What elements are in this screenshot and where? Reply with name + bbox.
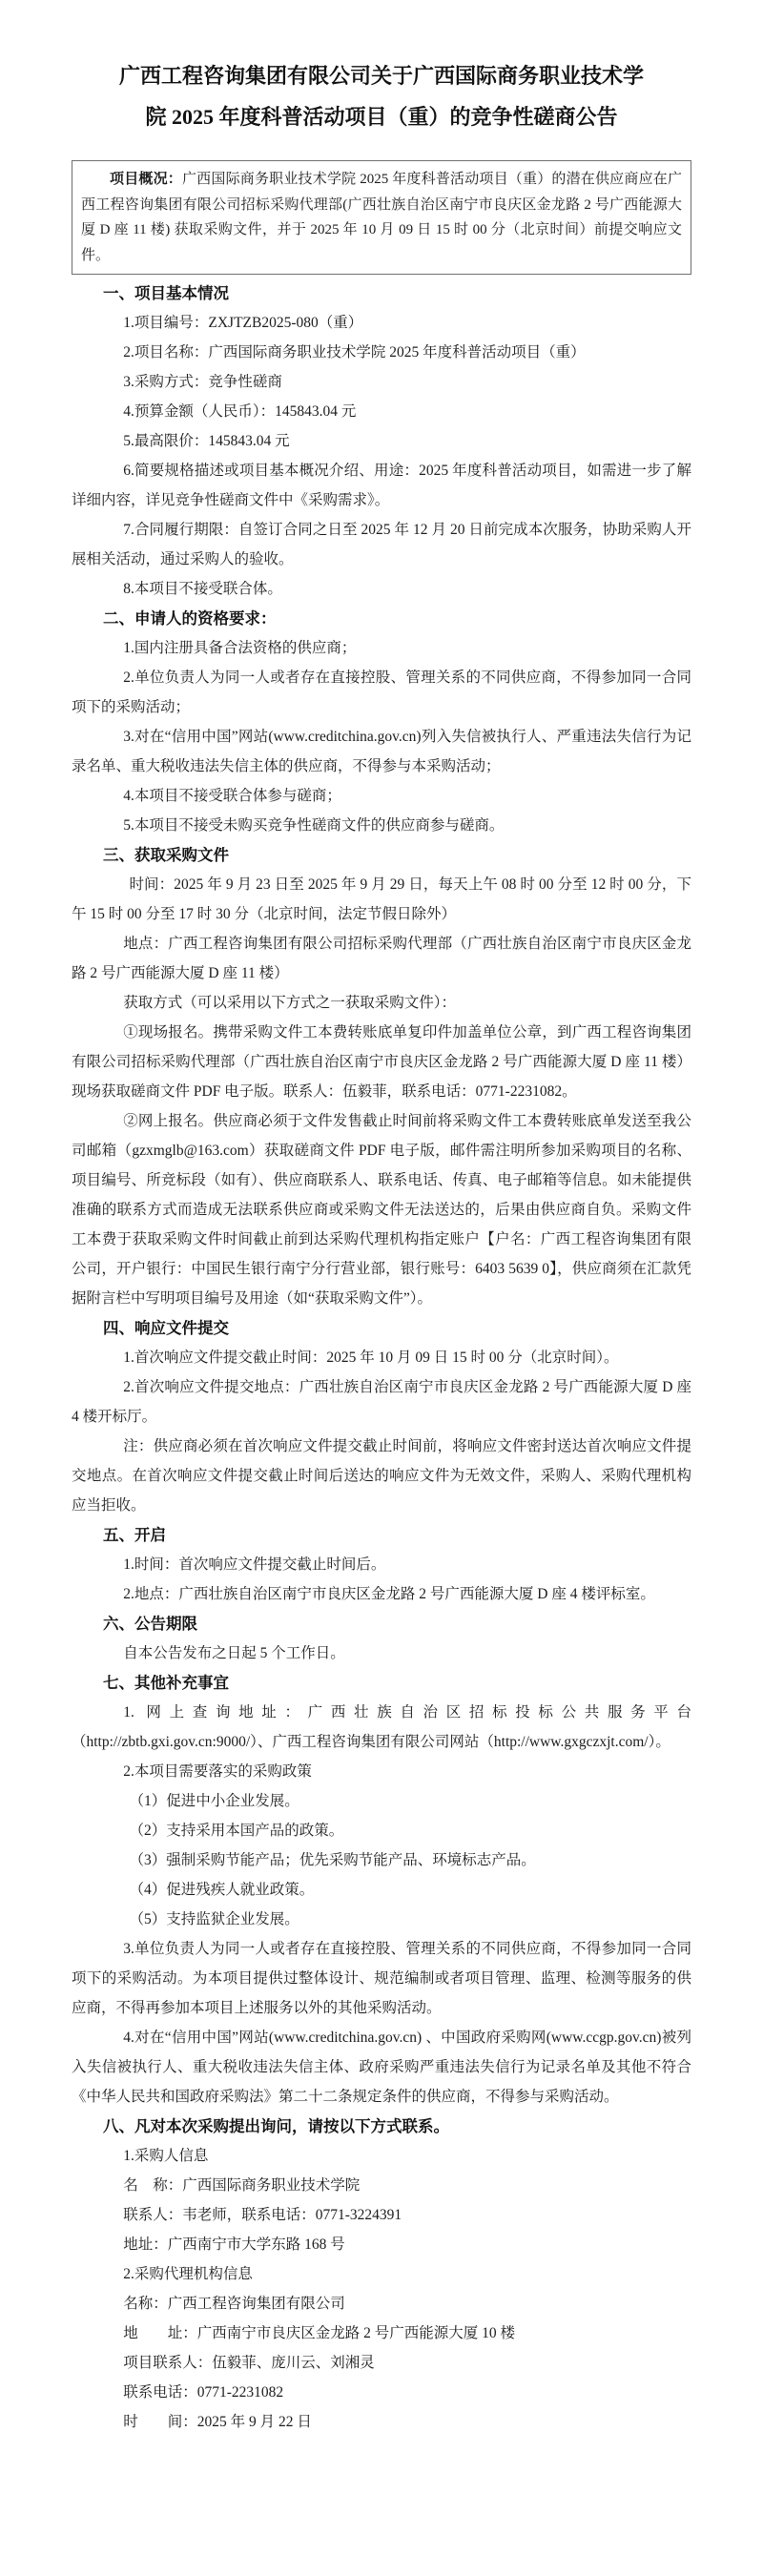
paragraph: （4）促进残疾人就业政策。 [129,1882,315,1898]
paragraph: 4.对在“信用中国”网站(www.creditchina.gov.cn) 、中国政府采购网(www.ccgp.gov.cn)被列入失信被执行人、重大税收违法失信主体、政府采购严重违法失信行为记录名单及其他不符合《中华人民共和国政府采购法》第二十二条规定条件的供应商，不得参与采购活动。 [72,2030,691,2105]
document-title-line-2: 院 2025 年度科普活动项目（重）的竞争性磋商公告 [145,105,618,129]
agency-phone: 联系电话：0771-2231082 [123,2384,284,2401]
section-heading: 一、项目基本情况 [103,284,229,302]
paragraph: 2.项目名称：广西国际商务职业技术学院 2025 年度科普活动项目（重） [123,344,586,361]
paragraph: （1）促进中小企业发展。 [129,1793,299,1809]
section-opening [72,1520,691,1609]
document-title-line-1: 广西工程咨询集团有限公司关于广西国际商务职业技术学 [118,64,644,88]
purchaser-contact: 联系人：韦老师，联系电话：0771-3224391 [123,2207,402,2223]
paragraph: 1. 网上查询地址：广西壮族自治区招标投标公共服务平台（http://zbtb.gxi.gov.cn:9000/）、广西工程咨询集团有限公司网站（http://www.gxgczxjt.com/）。 [72,1704,691,1750]
paragraph: 7.合同履行期限：自签订合同之日至 2025 年 12 月 20 日前完成本次服务，协助采购人开展相关活动，通过采购人的验收。 [72,522,691,567]
section-announcement-period [72,1609,691,1668]
section-contact-info [72,2112,691,2437]
section-obtain-documents [72,840,691,1313]
section-response-submission [72,1313,691,1520]
paragraph: 2.地点：广西壮族自治区南宁市良庆区金龙路 2 号广西能源大厦 D 座 4 楼评标室。 [123,1586,655,1602]
paragraph: ①现场报名。携带采购文件工本费转账底单复印件加盖单位公章，到广西工程咨询集团有限公司招标采购代理部（广西壮族自治区南宁市良庆区金龙路 2 号广西能源大厦 D 座 11 楼）现场获取磋商文件 PDF 电子版。联系人：伍毅菲，联系电话：0771-2231082。 [72,1024,691,1100]
document-body [72,278,691,2437]
paragraph: 时间：2025 年 9 月 23 日至 2025 年 9 月 29 日，每天上午 08 时 00 分至 12 时 00 分，下午 15 时 00 分至 17 时 30 分（北京时间，法定节假日除外） [72,876,691,922]
agency-contacts: 项目联系人：伍毅菲、庞川云、刘湘灵 [123,2355,375,2371]
paragraph: 6.简要规格描述或项目基本概况介绍、用途：2025 年度科普活动项目，如需进一步了解详细内容，详见竞争性磋商文件中《采购需求》。 [72,463,691,508]
section-applicant-qualifications [72,604,691,840]
paragraph: 5.最高限价：145843.04 元 [123,433,290,449]
paragraph: 3.对在“信用中国”网站(www.creditchina.gov.cn)列入失信被执行人、严重违法失信行为记录名单、重大税收违法失信主体的供应商，不得参与本采购活动； [72,729,691,774]
paragraph: （5）支持监狱企业发展。 [129,1911,299,1927]
paragraph: （2）支持采用本国产品的政策。 [129,1823,344,1839]
agency-address: 地 址：广西南宁市良庆区金龙路 2 号广西能源大厦 10 楼 [123,2325,516,2341]
paragraph: 3.单位负责人为同一人或者存在直接控股、管理关系的不同供应商，不得参加同一合同项下的采购活动。为本项目提供过整体设计、规范编制或者项目管理、监理、检测等服务的供应商，不得再参加本项目上述服务以外的其他采购活动。 [72,1941,691,2016]
announcement-date: 时 间：2025 年 9 月 22 日 [123,2414,312,2430]
paragraph: 1.首次响应文件提交截止时间：2025 年 10 月 09 日 15 时 00 分（北京时间）。 [123,1350,619,1366]
paragraph: 1.项目编号：ZXJTZB2025-080（重） [123,315,363,331]
section-heading: 六、公告期限 [103,1615,197,1633]
paragraph: 地点：广西工程咨询集团有限公司招标采购代理部（广西壮族自治区南宁市良庆区金龙路 2 号广西能源大厦 D 座 11 楼） [72,936,691,981]
overview-text: 广西国际商务职业技术学院 2025 年度科普活动项目（重）的潜在供应商应在广西工程咨询集团有限公司招标采购代理部(广西壮族自治区南宁市良庆区金龙路 2 号广西能源大厦 D 座 11 楼) 获取采购文件，并于 2025 年 10 月 09 日 15 时 00 分（北京时间）前提交响应文件。 [81,172,682,263]
paragraph: 2.采购代理机构信息 [123,2266,253,2282]
section-heading: 八、凡对本次采购提出询问，请按以下方式联系。 [103,2117,449,2135]
paragraph: 1.时间：首次响应文件提交截止时间后。 [123,1556,386,1573]
section-heading: 三、获取采购文件 [103,846,229,864]
overview-label: 项目概况： [110,172,182,187]
section-heading: 五、开启 [103,1526,166,1544]
paragraph: （3）强制采购节能产品；优先采购节能产品、环境标志产品。 [129,1852,536,1868]
section-basic-info [72,278,691,604]
paragraph: 2.本项目需要落实的采购政策 [123,1763,312,1780]
paragraph: 1.采购人信息 [123,2148,209,2164]
paragraph: 获取方式（可以采用以下方式之一获取采购文件）： [123,995,457,1011]
paragraph: ②网上报名。供应商必须于文件发售截止时间前将采购文件工本费转账底单发送至我公司邮箱（gzxmglb@163.com）获取磋商文件 PDF 电子版，邮件需注明所参加采购项目的名称、项目编号、所竞标段（如有）、供应商联系人、联系电话、传真、电子邮箱等信息。如未能提供准确的联系方式而造成无法联系供应商或采购文件无法送达的，后果由供应商自负。采购文件工本费于获取采购文件时间截止前到达采购代理机构指定账户【户名：广西工程咨询集团有限公司，开户银行：中国民生银行南宁分行营业部，银行账号：6403 5639 0】，供应商须在汇款凭据附言栏中写明项目编号及用途（如“获取采购文件”）。 [72,1113,691,1307]
paragraph: 注：供应商必须在首次响应文件提交截止时间前，将响应文件密封送达首次响应文件提交地点。在首次响应文件提交截止时间后送达的响应文件为无效文件，采购人、采购代理机构应当拒收。 [72,1438,691,1514]
paragraph: 自本公告发布之日起 5 个工作日。 [123,1645,345,1661]
paragraph: 2.单位负责人为同一人或者存在直接控股、管理关系的不同供应商，不得参加同一合同项下的采购活动； [72,670,691,715]
section-heading: 七、其他补充事宜 [103,1674,229,1692]
agency-name: 名称：广西工程咨询集团有限公司 [123,2296,345,2312]
paragraph: 8.本项目不接受联合体。 [123,581,282,597]
paragraph: 1.国内注册具备合法资格的供应商； [123,640,357,656]
purchaser-address: 地址：广西南宁市大学东路 168 号 [123,2236,345,2253]
paragraph: 3.采购方式：竞争性磋商 [123,374,282,390]
paragraph: 2.首次响应文件提交地点：广西壮族自治区南宁市良庆区金龙路 2 号广西能源大厦 D 座 4 楼开标厅。 [72,1379,691,1425]
section-heading: 四、响应文件提交 [103,1319,229,1337]
paragraph: 4.本项目不接受联合体参与磋商； [123,788,341,804]
paragraph: 4.预算金额（人民币）：145843.04 元 [123,403,357,420]
section-heading: 二、申请人的资格要求： [103,609,277,628]
purchaser-name: 名 称：广西国际商务职业技术学院 [123,2177,361,2194]
paragraph: 5.本项目不接受未购买竞争性磋商文件的供应商参与磋商。 [123,817,505,834]
section-other-matters [72,1668,691,2112]
project-overview-box [72,160,691,275]
document-title [0,0,763,137]
